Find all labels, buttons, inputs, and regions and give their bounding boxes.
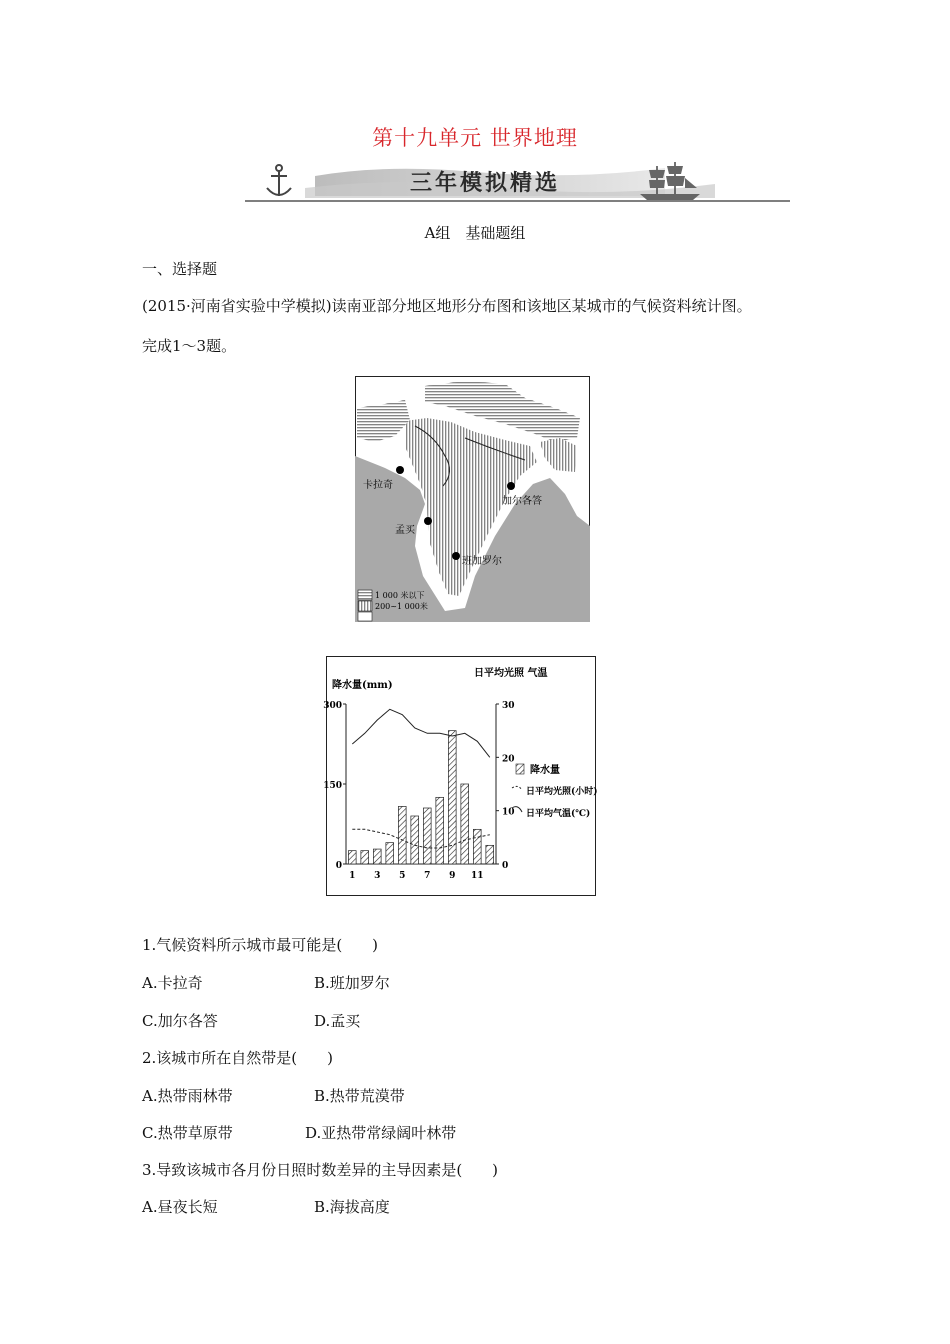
q1-option-c: C.加尔各答 xyxy=(142,1012,218,1030)
city-label-karachi: 卡拉奇 xyxy=(363,480,393,491)
right-axis-label: 日平均光照 气温 xyxy=(474,668,548,679)
unit-title: 第十九单元 世界地理 xyxy=(372,126,578,150)
q2-option-d: D.亚热带常绿阔叶林带 xyxy=(305,1124,457,1142)
legend-label-mid: 200~1 000米 xyxy=(375,602,428,611)
right-axis-tick-label: 30 xyxy=(502,701,515,711)
anchor-icon xyxy=(267,165,291,196)
banner xyxy=(245,158,790,204)
intro-line-1: (2015·河南省实验中学模拟)读南亚部分地区地形分布图和该地区某城市的气候资料统计图。 xyxy=(142,297,752,315)
q1-option-d: D.孟买 xyxy=(314,1012,361,1030)
legend-swatch-blank xyxy=(358,612,372,621)
left-axis-label: 降水量(mm) xyxy=(332,680,393,691)
city-dot-karachi xyxy=(396,466,404,474)
climate-chart xyxy=(323,656,598,896)
x-axis-tick-label: 3 xyxy=(374,871,381,881)
x-axis-tick-label: 1 xyxy=(349,871,356,881)
city-label-kolkata: 加尔各答 xyxy=(502,496,542,507)
rain-bar xyxy=(386,843,394,864)
q3-option-b: B.海拔高度 xyxy=(314,1198,390,1216)
rain-bar xyxy=(423,808,431,864)
south-asia-map xyxy=(355,376,590,622)
q1-option-b: B.班加罗尔 xyxy=(314,974,390,992)
city-dot-bangalore xyxy=(452,552,460,560)
q2-option-c: C.热带草原带 xyxy=(142,1124,233,1142)
city-label-mumbai: 孟买 xyxy=(395,525,415,536)
question-3-stem: 3.导致该城市各月份日照时数差异的主导因素是( ) xyxy=(142,1161,499,1179)
legend-rain: 降水量 xyxy=(530,765,560,776)
group-title: A组 基础题组 xyxy=(424,224,526,242)
banner-text: 三年模拟精选 xyxy=(409,171,561,196)
left-axis-tick-label: 300 xyxy=(323,701,342,711)
rain-bar xyxy=(411,816,419,864)
x-axis-tick-label: 5 xyxy=(399,871,406,881)
q1-option-a: A.卡拉奇 xyxy=(142,974,203,992)
legend-sun: 日平均光照(小时) xyxy=(526,787,598,797)
left-axis-tick-label: 0 xyxy=(335,861,342,871)
legend-swatch-rain xyxy=(516,764,524,774)
question-2-stem: 2.该城市所在自然带是( ) xyxy=(142,1049,334,1067)
question-1-stem: 1.气候资料所示城市最可能是( ) xyxy=(142,936,379,954)
city-label-bangalore: 班加罗尔 xyxy=(462,556,502,567)
right-axis-tick-label: 0 xyxy=(502,861,509,871)
legend-label-low: 1 000 米以下 xyxy=(375,591,425,600)
q3-option-a: A.昼夜长短 xyxy=(142,1198,218,1216)
rain-bar xyxy=(436,797,444,864)
rain-bar xyxy=(473,829,481,864)
x-axis-tick-label: 11 xyxy=(470,871,484,881)
city-dot-mumbai xyxy=(424,517,432,525)
rain-bar xyxy=(373,849,381,864)
q2-option-b: B.热带荒漠带 xyxy=(314,1087,405,1105)
right-axis-tick-label: 20 xyxy=(502,754,515,765)
rain-bar xyxy=(486,845,494,864)
x-axis-tick-label: 9 xyxy=(449,871,456,881)
rain-bar xyxy=(361,851,369,864)
rain-bar xyxy=(348,851,356,864)
rain-bar xyxy=(398,806,406,864)
legend-swatch-mid xyxy=(358,601,372,611)
city-dot-kolkata xyxy=(507,482,515,490)
rain-bar xyxy=(461,784,469,864)
intro-line-2: 完成1～3题。 xyxy=(142,337,237,355)
right-axis-tick-label: 10 xyxy=(502,807,515,818)
x-axis-tick-label: 7 xyxy=(424,871,431,881)
left-axis-tick-label: 150 xyxy=(323,781,342,791)
legend-temp: 日平均气温(℃) xyxy=(526,809,591,819)
q2-option-a: A.热带雨林带 xyxy=(142,1087,233,1105)
legend-swatch-low xyxy=(358,590,372,600)
section-title: 一、选择题 xyxy=(142,260,218,278)
